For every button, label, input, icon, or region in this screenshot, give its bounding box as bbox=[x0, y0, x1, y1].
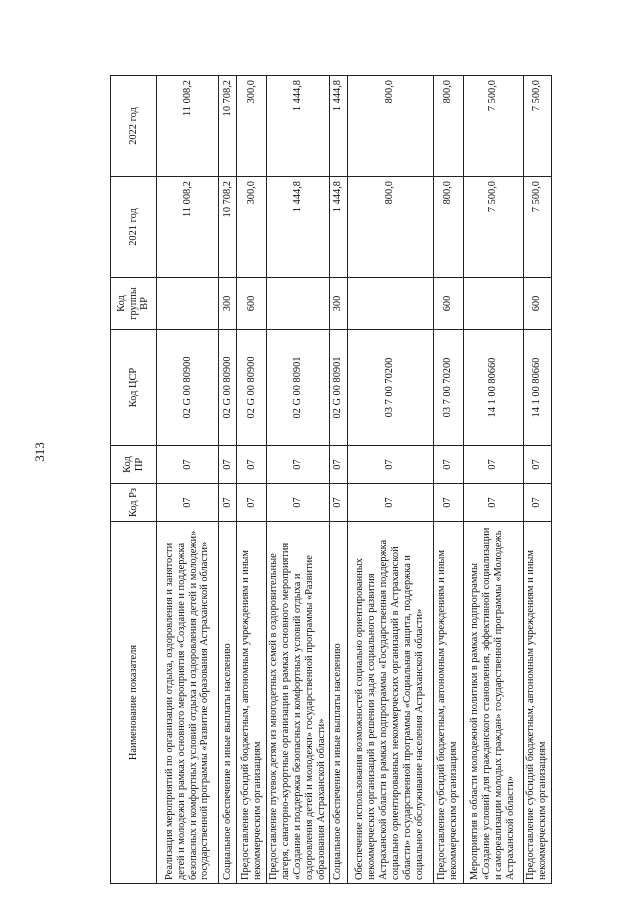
row-2022: 1 444,8 bbox=[329, 76, 347, 177]
row-pr: 07 bbox=[329, 446, 347, 484]
row-name: Предоставление субсидий бюджетным, автономным учреждениям и иным некоммерческим организациям bbox=[523, 522, 551, 884]
row-name: Социальное обеспечение и иные выплаты населению bbox=[329, 522, 347, 884]
row-name: Предоставление субсидий бюджетным, автономным учреждениям и иным некоммерческим организациям bbox=[433, 522, 463, 884]
row-csr: 02 G 00 80901 bbox=[329, 330, 347, 446]
row-2022: 800,0 bbox=[347, 76, 433, 177]
table-row bbox=[157, 76, 219, 884]
row-vr: 600 bbox=[433, 278, 463, 330]
row-vr bbox=[157, 278, 219, 330]
row-pr: 07 bbox=[463, 446, 523, 484]
row-rz: 07 bbox=[347, 484, 433, 522]
row-2021: 7 500,0 bbox=[463, 177, 523, 278]
table-row bbox=[463, 76, 523, 884]
row-2021: 1 444,8 bbox=[267, 177, 330, 278]
row-2022: 7 500,0 bbox=[523, 76, 551, 177]
row-rz: 07 bbox=[267, 484, 330, 522]
row-name: Мероприятия в области молодежной политики в рамках подпрограммы «Создание условий для гражданского становления, эффективной социализации и самореализации молодых граждан» государственной программы «Молодежь Астраханской области» bbox=[463, 522, 523, 884]
row-2021: 1 444,8 bbox=[329, 177, 347, 278]
row-2021: 300,0 bbox=[237, 177, 267, 278]
header-name: Наименование показателя bbox=[111, 522, 157, 884]
row-csr: 02 G 00 80901 bbox=[267, 330, 330, 446]
row-pr: 07 bbox=[523, 446, 551, 484]
header-2022: 2022 год bbox=[111, 76, 157, 177]
row-name: Предоставление путевок детям из многодетных семей в оздоровительные лагеря, санаторно-курортные организации в рамках основного мероприятия «Создание и поддержка безопасных и комфортных условий отдыха и оздоровления детей и молодежи» государственной программы «Развитие образования Астраханской области» bbox=[267, 522, 330, 884]
row-rz: 07 bbox=[157, 484, 219, 522]
row-name: Социальное обеспечение и иные выплаты населению bbox=[219, 522, 237, 884]
row-pr: 07 bbox=[267, 446, 330, 484]
row-rz: 07 bbox=[463, 484, 523, 522]
row-vr: 300 bbox=[329, 278, 347, 330]
row-csr: 02 G 00 80900 bbox=[157, 330, 219, 446]
row-2022: 1 444,8 bbox=[267, 76, 330, 177]
row-pr: 07 bbox=[237, 446, 267, 484]
row-pr: 07 bbox=[157, 446, 219, 484]
row-name: Обеспечение использования возможностей социально ориентированных некоммерческих организаций в решении задач социального развития Астраханской области в рамках подпрограммы «Государственная поддержка социально ориентированных некоммерческих организаций в Астраханской области» государственной программы «Социальная защита, поддержка и социальное обслуживание населения Астраханской области» bbox=[347, 522, 433, 884]
header-pr: Код ПР bbox=[111, 446, 157, 484]
row-rz: 07 bbox=[523, 484, 551, 522]
row-rz: 07 bbox=[219, 484, 237, 522]
row-name: Предоставление субсидий бюджетным, автономным учреждениям и иным некоммерческим организациям bbox=[237, 522, 267, 884]
row-2022: 11 008,2 bbox=[157, 76, 219, 177]
row-pr: 07 bbox=[219, 446, 237, 484]
row-csr: 14 1 00 80660 bbox=[463, 330, 523, 446]
row-2022: 300,0 bbox=[237, 76, 267, 177]
row-2022: 800,0 bbox=[433, 76, 463, 177]
row-vr: 600 bbox=[523, 278, 551, 330]
row-vr bbox=[463, 278, 523, 330]
row-name: Реализация мероприятий по организации отдыха, оздоровления и занятости детей и молодежи в рамках основного мероприятия «Создание и поддержка безопасных и комфортных условий отдыха и оздоровления детей и молодежи» государственной программы «Развитие образования Астраханской области» bbox=[157, 522, 219, 884]
row-2021: 11 008,2 bbox=[157, 177, 219, 278]
header-rz: Код Рз bbox=[111, 484, 157, 522]
table-row bbox=[523, 76, 551, 884]
row-2021: 800,0 bbox=[347, 177, 433, 278]
row-csr: 02 G 00 80900 bbox=[219, 330, 237, 446]
row-2021: 7 500,0 bbox=[523, 177, 551, 278]
row-csr: 02 G 00 80900 bbox=[237, 330, 267, 446]
header-vr: Код группы ВР bbox=[111, 278, 157, 330]
row-rz: 07 bbox=[433, 484, 463, 522]
row-rz: 07 bbox=[329, 484, 347, 522]
table-header-row bbox=[111, 76, 157, 884]
row-vr: 300 bbox=[219, 278, 237, 330]
row-2022: 7 500,0 bbox=[463, 76, 523, 177]
table-row bbox=[347, 76, 433, 884]
table-row bbox=[329, 76, 347, 884]
row-2021: 10 708,2 bbox=[219, 177, 237, 278]
row-vr bbox=[267, 278, 330, 330]
row-vr bbox=[347, 278, 433, 330]
table-row bbox=[267, 76, 330, 884]
row-2022: 10 708,2 bbox=[219, 76, 237, 177]
row-pr: 07 bbox=[433, 446, 463, 484]
table-row bbox=[433, 76, 463, 884]
row-csr: 14 1 00 80660 bbox=[523, 330, 551, 446]
row-csr: 03 7 00 70200 bbox=[347, 330, 433, 446]
row-csr: 03 7 00 70200 bbox=[433, 330, 463, 446]
budget-table bbox=[110, 75, 552, 884]
row-2021: 800,0 bbox=[433, 177, 463, 278]
budget-table-container bbox=[110, 76, 550, 884]
row-vr: 600 bbox=[237, 278, 267, 330]
table-row bbox=[219, 76, 237, 884]
row-pr: 07 bbox=[347, 446, 433, 484]
page-number: 313 bbox=[32, 442, 47, 462]
row-rz: 07 bbox=[237, 484, 267, 522]
header-csr: Код ЦСР bbox=[111, 330, 157, 446]
table-row bbox=[237, 76, 267, 884]
header-2021: 2021 год bbox=[111, 177, 157, 278]
